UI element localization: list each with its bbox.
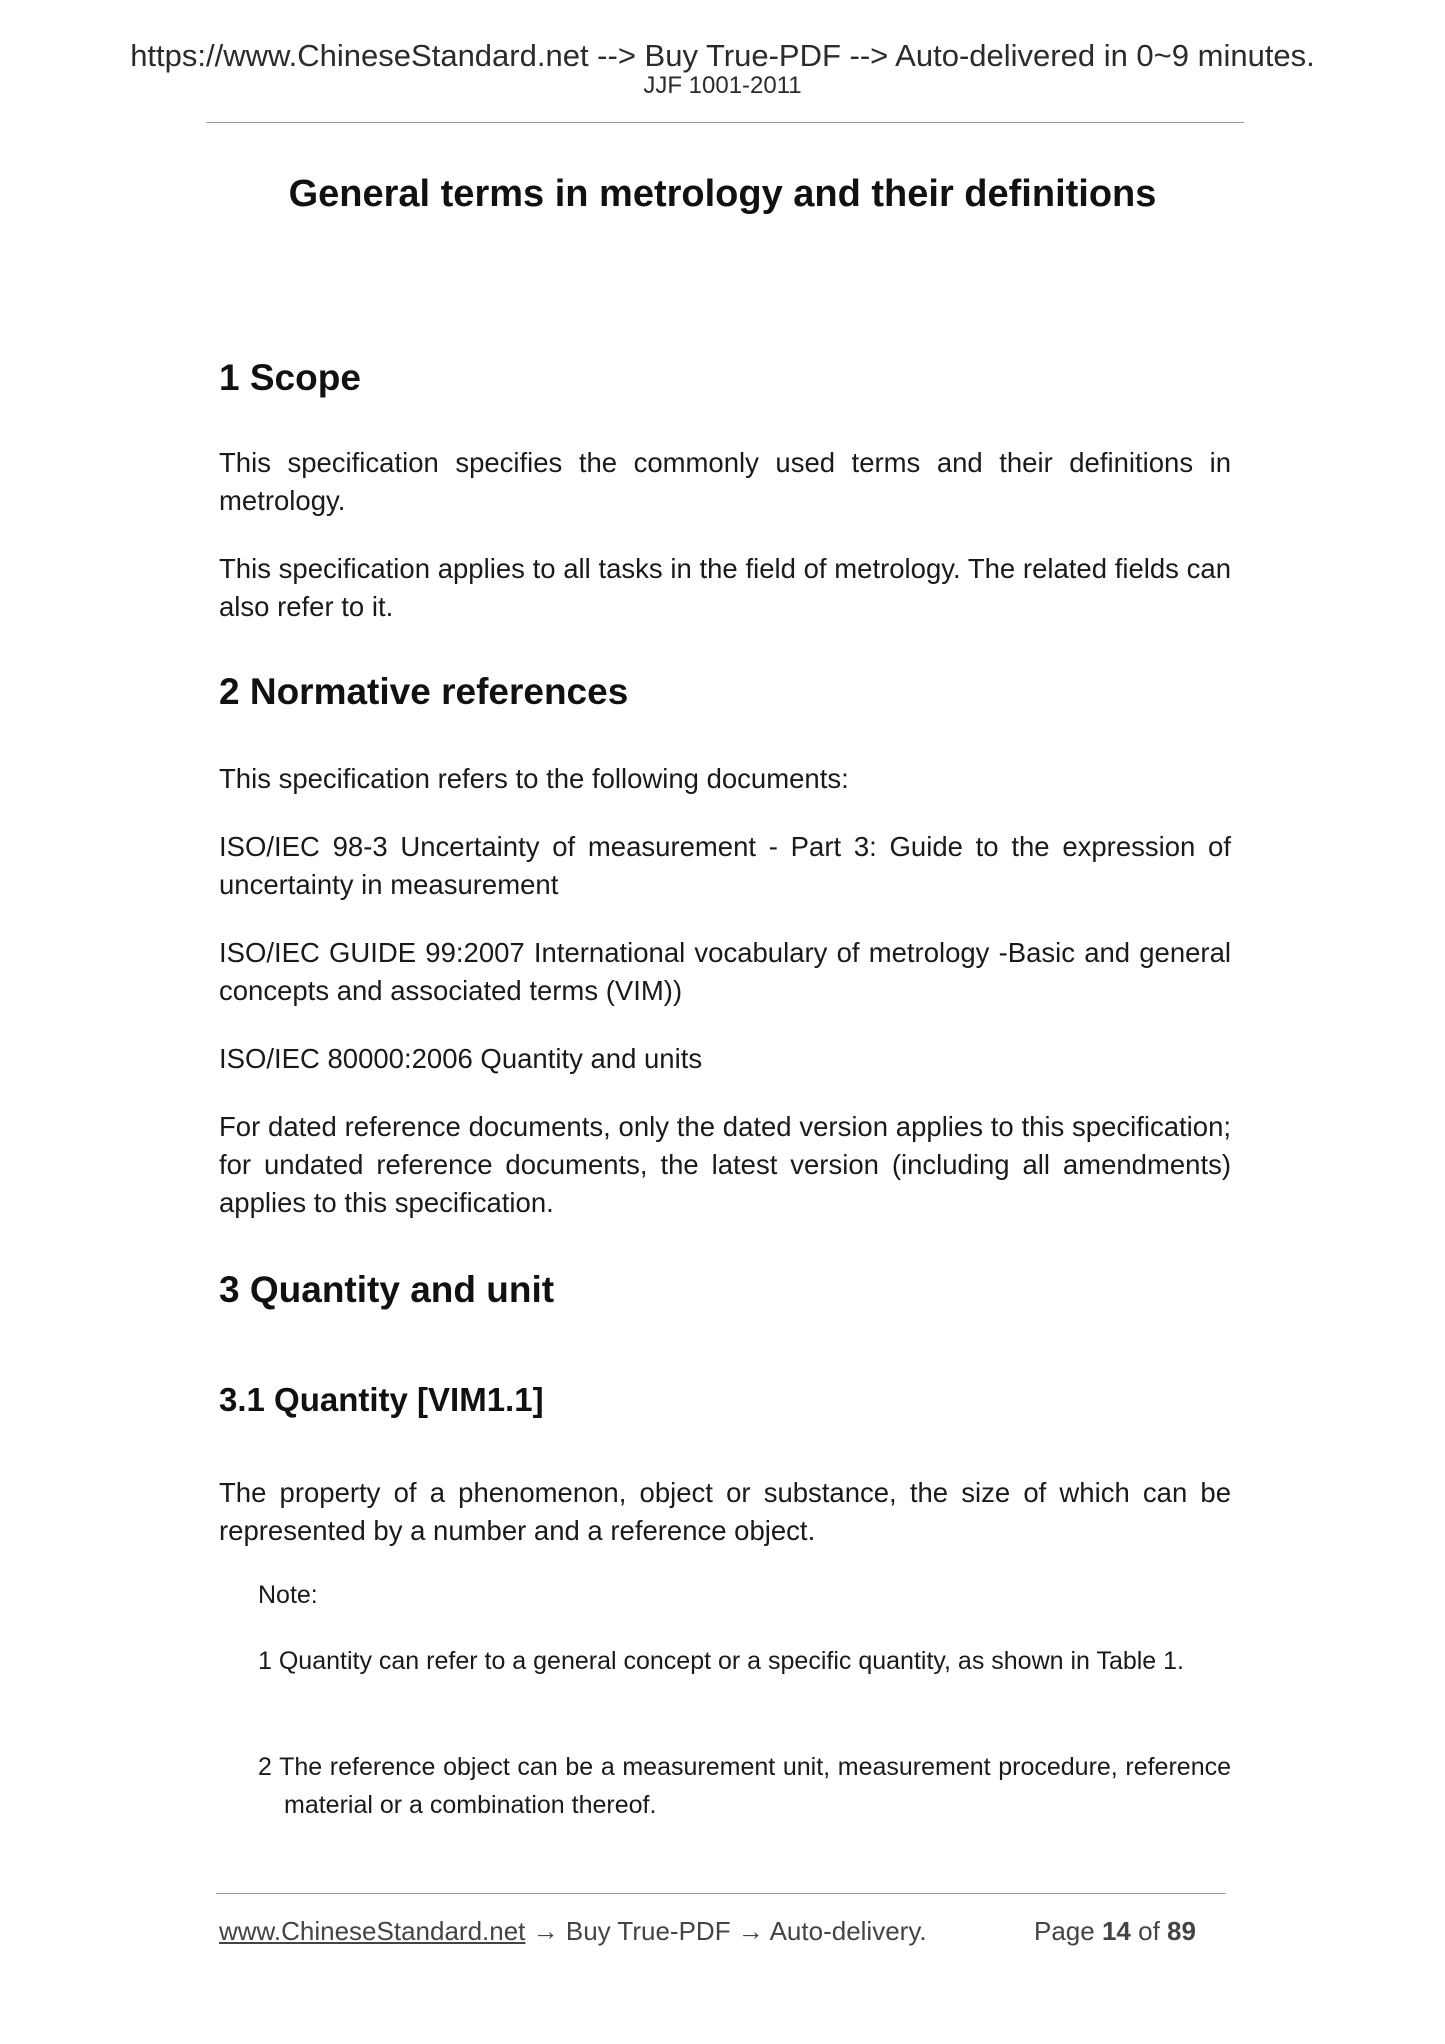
subsection-heading-quantity: 3.1 Quantity [VIM1.1]: [219, 1381, 544, 1418]
reference-item-3: ISO/IEC 80000:2006 Quantity and units: [219, 1043, 703, 1074]
page-number: 14: [1101, 1916, 1131, 1946]
page-indicator: [1034, 1915, 1196, 1947]
page-total: 89: [1167, 1916, 1196, 1946]
document-title: General terms in metrology and their definitions: [288, 173, 1157, 215]
footer-divider: [216, 1893, 1226, 1894]
quantity-definition: The property of a phenomenon, object or substance, the size of which can be represented by a number and a reference object.: [219, 1477, 1231, 1546]
scope-paragraph-2: This specification applies to all tasks in the field of metrology. The related fields can also refer to it.: [219, 553, 1231, 622]
footer-site-link[interactable]: www.ChineseStandard.net: [219, 1916, 526, 1946]
scope-paragraph-1: This specification specifies the commonly used terms and their definitions in metrology.: [219, 447, 1231, 516]
footer-delivery-text: → Buy True-PDF → Auto-delivery.: [532, 1916, 927, 1946]
note-item-2: 2 The reference object can be a measurement unit, measurement procedure, reference material or a combination thereof.: [258, 1753, 1231, 1819]
section-heading-normative-references: 2 Normative references: [219, 671, 629, 712]
page-word: Page: [1034, 1916, 1095, 1946]
of-word: of: [1138, 1916, 1160, 1946]
footer-delivery: [219, 1915, 927, 1947]
normative-intro: This specification refers to the following documents:: [219, 763, 849, 794]
note-item-1: 1 Quantity can refer to a general concept or a specific quantity, as shown in Table 1.: [258, 1647, 1185, 1675]
section-heading-scope: 1 Scope: [219, 357, 361, 398]
note-label: Note:: [258, 1581, 318, 1609]
reference-item-1: ISO/IEC 98-3 Uncertainty of measurement - Part 3: Guide to the expression of uncertainty in measurement: [219, 831, 1231, 900]
top-banner-url[interactable]: https://www.ChineseStandard.net --> Buy True-PDF --> Auto-delivered in 0~9 minutes.: [130, 38, 1315, 73]
reference-item-2: ISO/IEC GUIDE 99:2007 International vocabulary of metrology -Basic and general concepts and associated terms (VIM)): [219, 937, 1231, 1006]
normative-dated-note: For dated reference documents, only the dated version applies to this specification; for undated reference documents, the latest version (including all amendments) applies to this specification.: [219, 1111, 1231, 1218]
standard-code: JJF 1001-2011: [643, 72, 802, 99]
section-heading-quantity-and-unit: 3 Quantity and unit: [219, 1269, 555, 1310]
header-divider: [206, 122, 1244, 123]
